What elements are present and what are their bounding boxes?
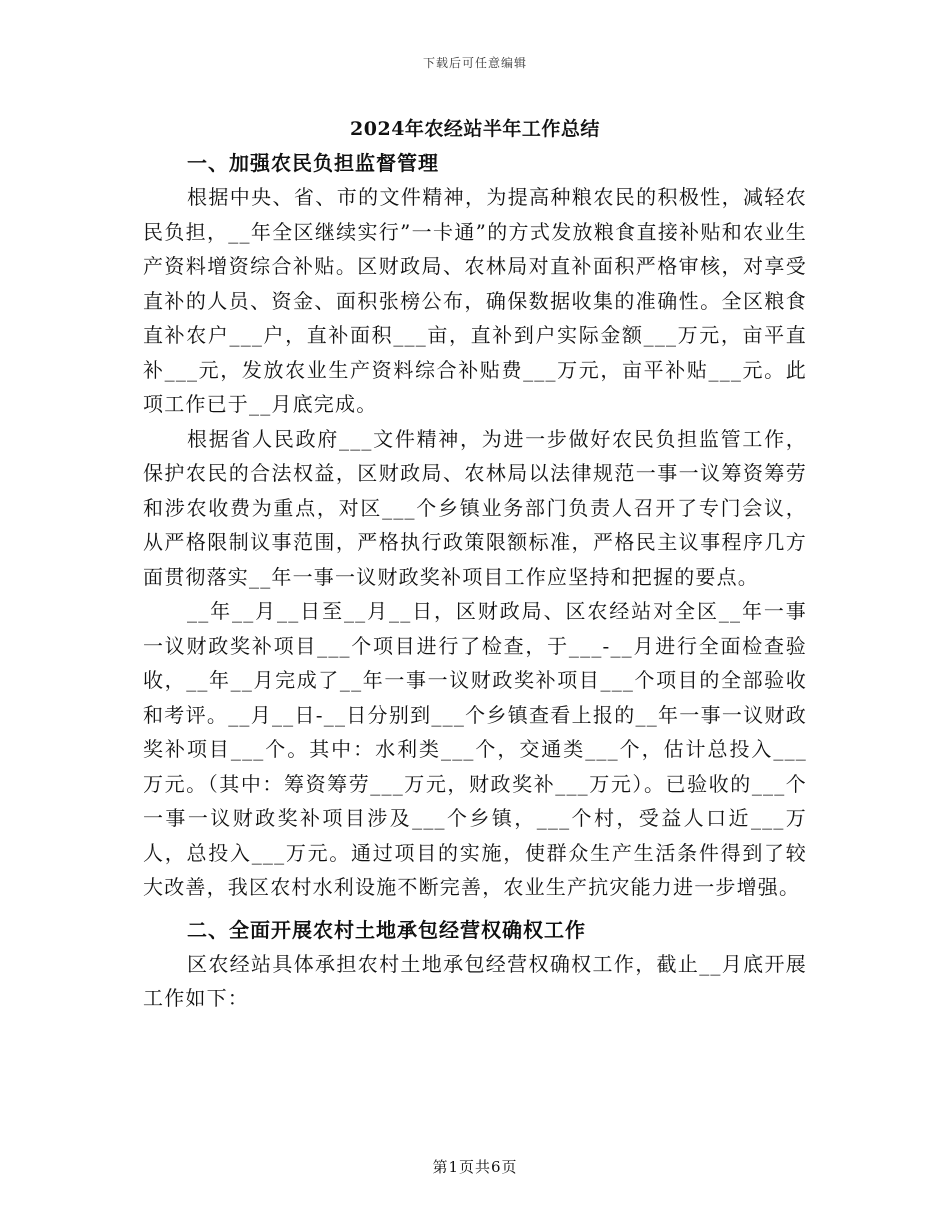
header-note: 下载后可任意编辑 (422, 56, 527, 70)
paragraph-1-2: 根据省人民政府___文件精神，为进一步做好农民负担监管工作，保护农民的合法权益，区财政局、农林局以法律规范一事一议筹资筹劳和涉农收费为重点，对区___个乡镇业务部门负责人召开了专门会议，从严格限制议事范围，严格执行政策限额标准，严格民主议事程序几方面贯彻落实__年一事一议财政奖补项目工作应坚持和把握的要点。 (143, 426, 807, 589)
paragraph-2-1: 区农经站具体承担农村土地承包经营权确权工作，截止__月底开展工作如下： (143, 951, 807, 1010)
paragraph-1-1: 根据中央、省、市的文件精神，为提高种粮农民的积极性，减轻农民负担，__年全区继续实行”一卡通”的方式发放粮食直接补贴和农业生产资料增资综合补贴。区财政局、农林局对直补面积严格审核，对享受直补的人员、资金、面积张榜公布，确保数据收集的准确性。全区粮食直补农户___户，直补面积___亩，直补到户实际金额___万元，亩平直补___元，发放农业生产资料综合补贴费___万元，亩平补贴___元。此项工作已于__月底完成。 (143, 185, 807, 416)
paragraph-1-3: __年__月__日至__月__日，区财政局、区农经站对全区__年一事一议财政奖补项目___个项目进行了检查，于___-__月进行全面检查验收，__年__月完成了__年一事一议财政奖补项目___个项目的全部验收和考评。__月__日-__日分别到___个乡镇查看上报的__年一事一议财政奖补项目___个。其中：水利类___个，交通类___个，估计总投入___万元。（其中：筹资筹劳___万元，财政奖补___万元）。已验收的___个一事一议财政奖补项目涉及___个乡镇，___个村，受益人口近___万人，总投入___万元。通过项目的实施，使群众生产生活条件得到了较大改善，我区农村水利设施不断完善，农业生产抗灾能力进一步增强。 (143, 599, 807, 899)
document-title: 2024年农经站半年工作总结 (350, 118, 600, 140)
section-heading-1: 一、加强农民负担监督管理 (187, 151, 439, 175)
page-footer: 第1页共6页 (432, 1158, 518, 1176)
document-body (143, 112, 807, 1016)
section-heading-2: 二、全面开展农村土地承包经营权确权工作 (187, 917, 586, 942)
